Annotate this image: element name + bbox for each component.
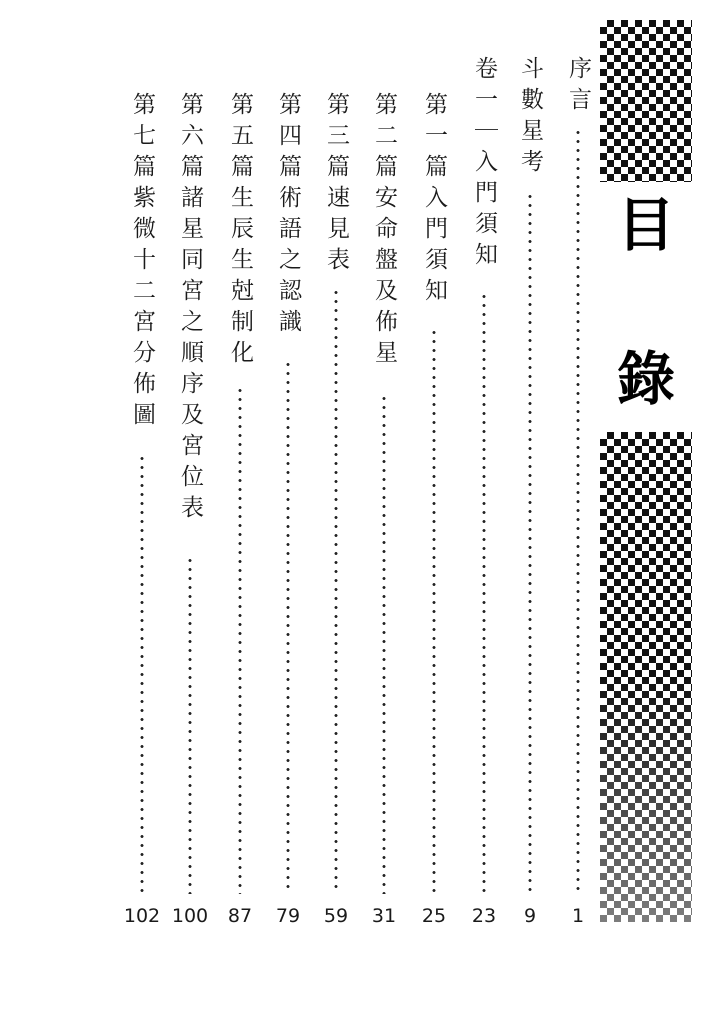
toc-page-number: 102 [123, 905, 161, 927]
dot-leader [334, 288, 338, 894]
toc-entry-title: 卷一｜入門須知 [471, 56, 497, 273]
dot-leader [238, 386, 242, 894]
toc-entry-title: 第四篇術語之認識 [275, 92, 301, 340]
page-title-char-1: 目 [616, 191, 675, 259]
decorative-pattern-top [600, 20, 692, 182]
toc-page-number: 1 [571, 905, 585, 927]
dot-leader [432, 328, 436, 894]
toc-entry-chapter-5 [220, 56, 260, 926]
toc-entry-chapter-6 [170, 56, 210, 926]
toc-page-number: 25 [421, 905, 447, 927]
toc-entry-preface [558, 56, 598, 926]
dot-leader [576, 128, 580, 894]
toc-page-number: 79 [275, 905, 301, 927]
dot-leader [382, 394, 386, 894]
toc-entry-chapter-7 [122, 56, 162, 926]
toc-entry-title: 第五篇生辰生尅制化 [227, 92, 253, 371]
toc-entry-title: 第三篇速見表 [323, 92, 349, 278]
toc-page-number: 9 [523, 905, 537, 927]
toc-page-number: 87 [227, 905, 253, 927]
toc-entry-chapter-2 [364, 56, 404, 926]
dot-leader [286, 360, 290, 894]
toc-entry-volume-1 [464, 56, 504, 926]
dot-leader [140, 454, 144, 894]
toc-page-number: 59 [323, 905, 349, 927]
toc-entry-title: 第一篇入門須知 [421, 92, 447, 309]
toc-entry-chapter-4 [268, 56, 308, 926]
decorative-pattern-bottom [600, 432, 692, 922]
toc-page-number: 23 [471, 905, 497, 927]
toc-entry-chapter-1 [414, 56, 454, 926]
dot-leader [528, 192, 532, 894]
dot-leader [188, 556, 192, 894]
toc-page-number: 100 [171, 905, 209, 927]
toc-page-number: 31 [371, 905, 397, 927]
toc-entry-title: 斗數星考 [517, 56, 543, 180]
toc-entry-title: 第二篇安命盤及佈星 [371, 92, 397, 371]
toc-entry-title: 序言 [565, 56, 591, 118]
toc-entry-title: 第六篇諸星同宮之順序及宮位表 [177, 92, 203, 526]
dot-leader [482, 292, 486, 894]
toc-entry-star-study [510, 56, 550, 926]
page-title-char-2: 錄 [616, 345, 675, 413]
toc-entry-title: 第七篇紫微十二宮分佈圖 [129, 92, 155, 433]
toc-entry-chapter-3 [316, 56, 356, 926]
